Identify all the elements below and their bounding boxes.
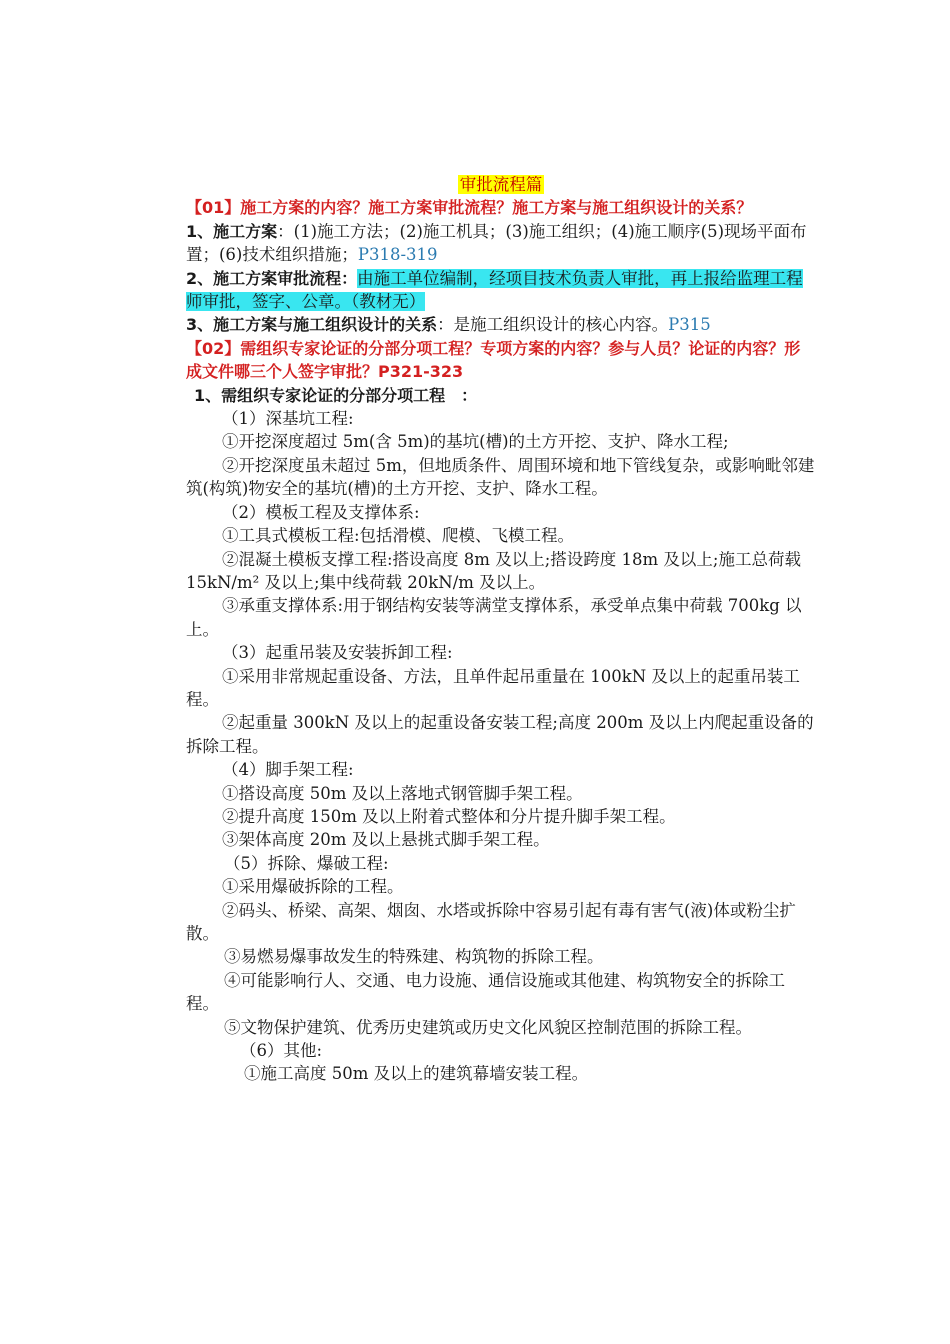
- answer-01-3-ref: P315: [668, 315, 711, 335]
- answer-01-1: [186, 220, 816, 267]
- list-item: ②开挖深度虽未超过 5m，但地质条件、周围环境和地下管线复杂，或影响毗邻建筑(构筑)物安全的基坑(槽)的土方开挖、支护、降水工程。: [186, 455, 815, 499]
- list-item: ③承重支撑体系:用于钢结构安装等满堂支撑体系，承受单点集中荷载 700kg 以上。: [186, 596, 802, 639]
- answer-01-2-label: 2、施工方案审批流程: [186, 268, 342, 288]
- list-item: ①开挖深度超过 5m(含 5m)的基坑(槽)的土方开挖、支护、降水工程;: [222, 432, 729, 452]
- list-item: ①施工高度 50m 及以上的建筑幕墙安装工程。: [244, 1064, 589, 1084]
- list-item: ②码头、桥梁、高架、烟囱、水塔或拆除中容易引起有毒有害气(液)体或粉尘扩散。: [186, 900, 796, 943]
- answer-01-1-label: 1、施工方案: [186, 221, 278, 241]
- question-01: 【01】施工方案的内容？施工方案审批流程？施工方案与施工组织设计的关系？: [186, 198, 753, 218]
- answer-01-2-sep: ：: [341, 268, 358, 288]
- category-title: （6）其他:: [240, 1041, 323, 1061]
- answer-01-3-text: ：是施工组织设计的核心内容。: [437, 315, 669, 335]
- category-title: （1）深基坑工程:: [222, 409, 354, 429]
- document-body: [186, 173, 816, 1086]
- list-item: ②起重量 300kN 及以上的起重设备安装工程;高度 200m 及以上内爬起重设备的拆除工程。: [186, 713, 814, 756]
- category-title: （3）起重吊装及安装拆卸工程:: [222, 643, 453, 663]
- category-title: （4）脚手架工程:: [222, 760, 354, 780]
- answer-01-2-highlight: 由施工单位编制，经项目技术负责人审批，再上报给监理工程师审批，签字、公章。（教材无）: [186, 268, 803, 312]
- list-item: ①搭设高度 50m 及以上落地式钢管脚手架工程。: [222, 783, 583, 803]
- answer-01-3-label: 3、施工方案与施工组织设计的关系: [186, 315, 438, 335]
- section-title: 审批流程篇: [459, 175, 543, 194]
- answer-01-2: [186, 267, 816, 314]
- list-item: ④可能影响行人、交通、电力设施、通信设施或其他建、构筑物安全的拆除工程。: [186, 970, 785, 1014]
- list-item: ⑤文物保护建筑、优秀历史建筑或历史文化风貌区控制范围的拆除工程。: [224, 1017, 752, 1037]
- category-title: （2）模板工程及支撑体系:: [222, 502, 420, 522]
- list-item: ②提升高度 150m 及以上附着式整体和分片提升脚手架工程。: [222, 806, 676, 826]
- question-02: 【02】需组织专家论证的分部分项工程？专项方案的内容？参与人员？论证的内容？形成文件哪三个人签字审批？P321-323: [186, 338, 801, 382]
- answer-01-3: [186, 313, 816, 336]
- list-item: ①采用爆破拆除的工程。: [222, 877, 404, 897]
- list-item: ②混凝土模板支撑工程:搭设高度 8m 及以上;搭设跨度 18m 及以上;施工总荷载 15kN/m² 及以上;集中线荷载 20kN/m 及以上。: [186, 549, 801, 592]
- answer-01-1-text: ：(1)施工方法；(2)施工机具；(3)施工组织；(4)施工顺序(5)现场平面布置；(6)技术组织措施；: [186, 221, 807, 265]
- subsection-heading: 1、需组织专家论证的分部分项工程 ：: [194, 385, 478, 405]
- answer-01-1-ref: P318-319: [357, 245, 438, 265]
- section-title-line: [186, 173, 816, 196]
- list-item: ③易燃易爆事故发生的特殊建、构筑物的拆除工程。: [224, 947, 604, 967]
- list-item: ①工具式模板工程:包括滑模、爬模、飞模工程。: [222, 526, 575, 546]
- list-item: ③架体高度 20m 及以上悬挑式脚手架工程。: [222, 830, 550, 850]
- category-title: （5）拆除、爆破工程:: [224, 853, 389, 873]
- list-item: ①采用非常规起重设备、方法，且单件起吊重量在 100kN 及以上的起重吊装工程。: [186, 666, 800, 709]
